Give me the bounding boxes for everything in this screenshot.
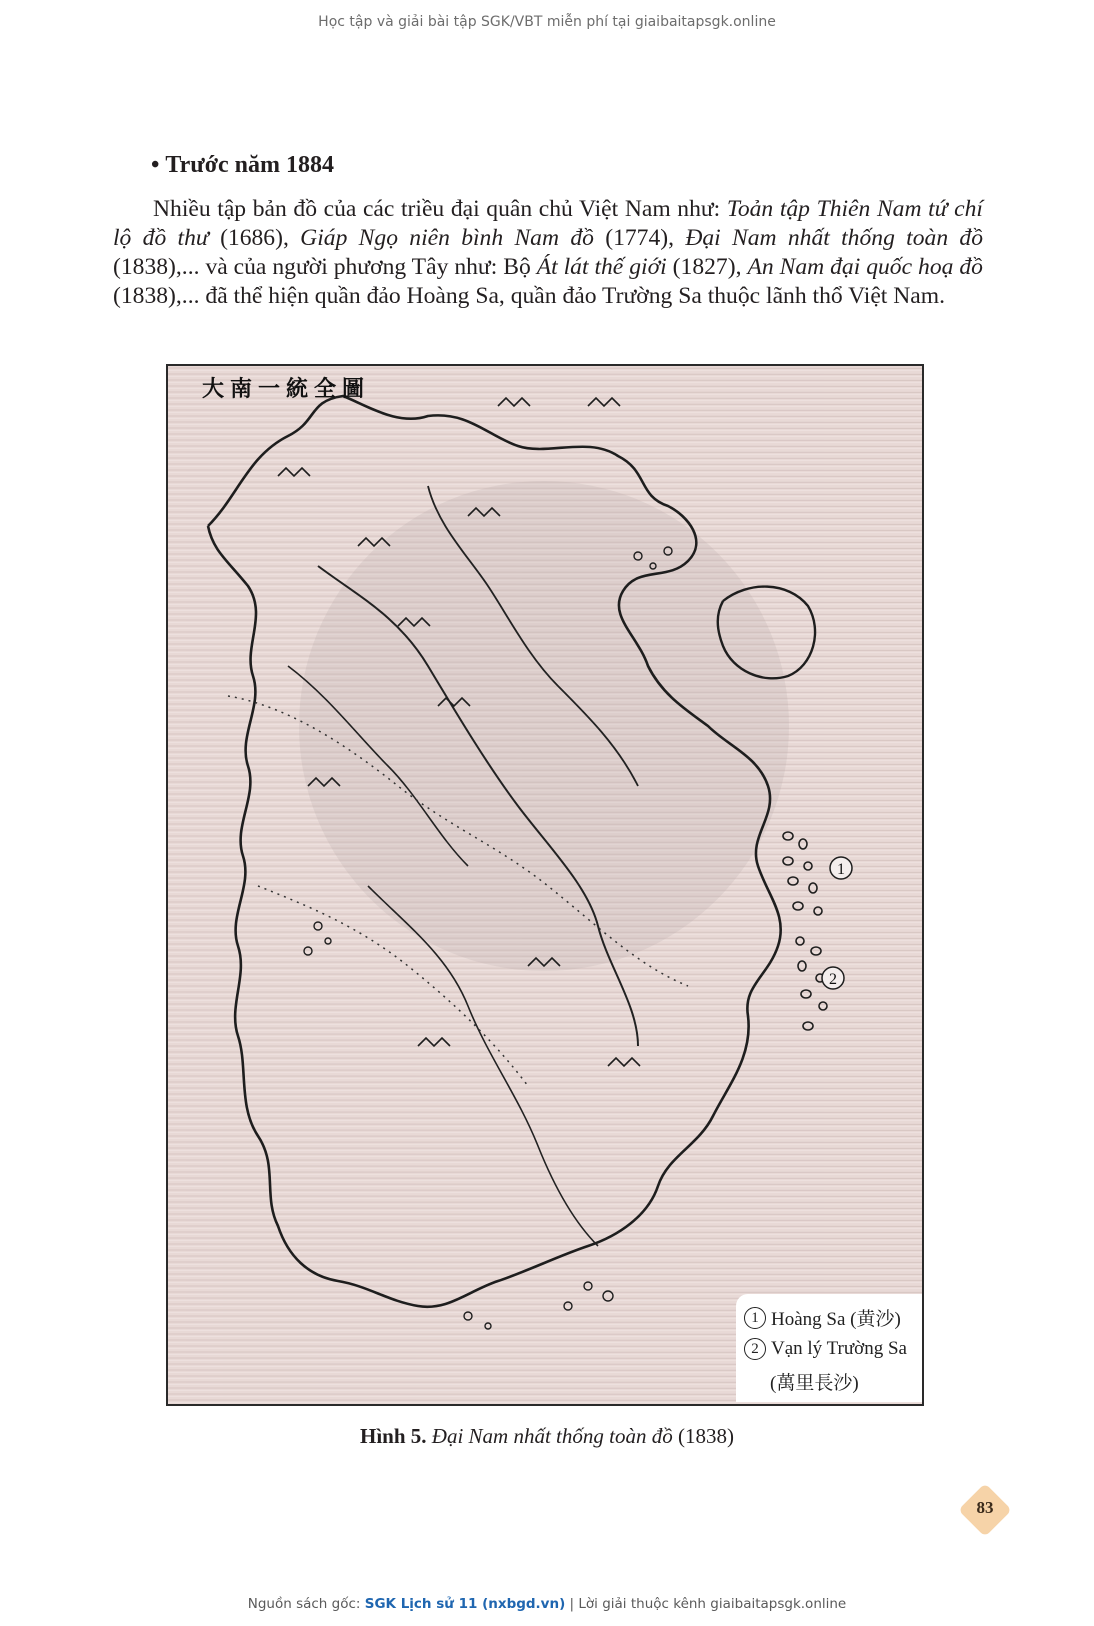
map-title-char: 統 <box>286 377 309 402</box>
page-number: 83 <box>976 1498 994 1517</box>
map-title-char: 全 <box>314 377 337 402</box>
legend-num-2: 2 <box>744 1338 766 1360</box>
book-title-2: Giáp Ngọ niên bình Nam đồ <box>300 225 594 251</box>
footer-suffix: | Lời giải thuộc kênh giaibaitapsgk.online <box>565 1596 847 1612</box>
bullet-icon: • <box>151 152 160 178</box>
para-text-5: (1827), <box>666 254 748 280</box>
book-title-4: Át lát thế giới <box>536 254 667 280</box>
figure-caption <box>0 1424 1094 1449</box>
map-title-char: 南 <box>230 377 253 402</box>
para-text-3: (1774), <box>593 225 686 251</box>
legend-item-hoang-sa <box>744 1304 901 1331</box>
figure-title: Đại Nam nhất thống toàn đồ <box>431 1424 673 1448</box>
book-title-5: An Nam đại quốc hoạ đồ <box>747 254 983 280</box>
book-title-1: Toản tập Thiên Nam tứ chí lộ đồ thư <box>113 196 983 251</box>
map-title-char: 一 <box>258 377 281 402</box>
site-banner: Học tập và giải bài tập SGK/VBT miễn phí tại giaibaitapsgk.online <box>318 14 776 30</box>
legend-label-1: Hoàng Sa (黄沙) <box>771 1309 901 1330</box>
source-footer <box>0 1596 1094 1612</box>
para-text-1: Nhiều tập bản đồ của các triều đại quân chủ Việt Nam như: <box>153 196 727 222</box>
legend-label-2-chinese: (萬里長沙) <box>770 1373 859 1394</box>
figure-label: Hình 5. <box>360 1424 427 1448</box>
heading-text: Trước năm 1884 <box>165 152 334 178</box>
figure-year: (1838) <box>677 1424 734 1448</box>
map-drawing <box>168 366 922 1404</box>
legend-item-truong-sa <box>744 1338 907 1360</box>
book-title-3: Đại Nam nhất thống toàn đồ <box>685 225 984 251</box>
marker-2-label: 2 <box>829 971 837 988</box>
marker-truong-sa <box>822 967 844 989</box>
section-heading <box>151 152 334 179</box>
para-text-2: (1686), <box>208 225 301 251</box>
map-title-char: 圖 <box>342 377 365 402</box>
body-paragraph <box>113 195 983 311</box>
legend-num-1: 1 <box>744 1307 766 1329</box>
footer-source-link[interactable]: SGK Lịch sử 11 (nxbgd.vn) <box>364 1596 566 1612</box>
legend-label-2: Vạn lý Trường Sa <box>771 1338 907 1359</box>
para-text-4: (1838),... và của người phương Tây như: Bộ <box>113 254 537 280</box>
marker-1-label: 1 <box>837 861 845 878</box>
para-text-6: (1838),... đã thể hiện quần đảo Hoàng Sa, quần đảo Trường Sa thuộc lãnh thổ Việt Nam. <box>113 283 946 309</box>
map-title-char: 大 <box>202 377 225 402</box>
footer-prefix: Nguồn sách gốc: <box>247 1596 365 1612</box>
watermark-logo <box>299 481 789 971</box>
map-legend <box>736 1294 922 1402</box>
historical-map <box>166 364 924 1406</box>
marker-hoang-sa <box>830 857 852 879</box>
